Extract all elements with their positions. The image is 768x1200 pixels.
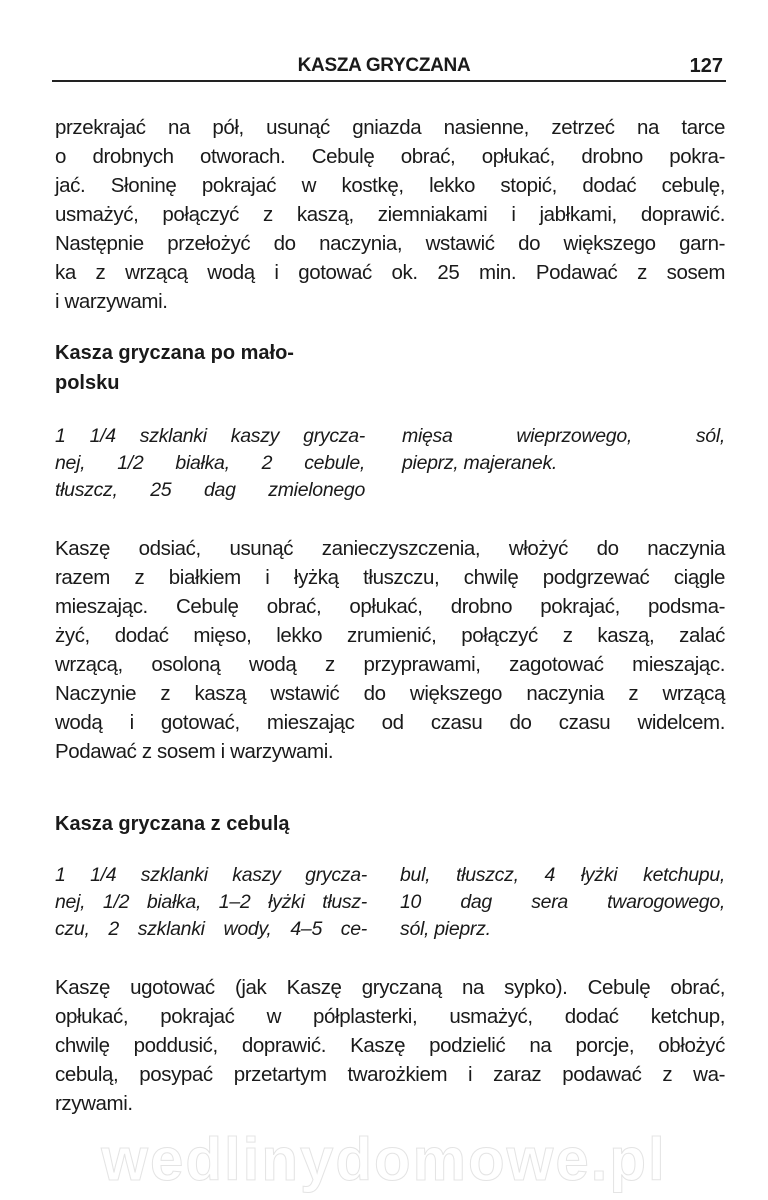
text-line: usmażyć, połączyć z kaszą, ziemniakami i jabłkami, doprawić.	[55, 203, 725, 226]
recipe-method	[55, 973, 725, 1118]
text-line: wodą i gotować, mieszając od czasu do czasu widelcem.	[55, 711, 725, 734]
recipe-title-line: polsku	[55, 372, 120, 394]
text-line: Naczynie z kaszą wstawić do większego naczynia z wrzącą	[55, 682, 725, 705]
recipe-title-line: Kasza gryczana po mało-	[55, 342, 294, 364]
text-line: jać. Słoninę pokrajać w kostkę, lekko stopić, dodać cebulę,	[55, 174, 725, 197]
text-line: chwilę poddusić, doprawić. Kaszę podzielić na porcje, obłożyć	[55, 1034, 725, 1057]
watermark: wedlinydomowe.pl	[101, 1126, 667, 1193]
recipe-title	[55, 338, 294, 398]
text-line: opłukać, pokrajać w półplasterki, usmażyć, dodać ketchup,	[55, 1005, 725, 1028]
ingredient-line: nej, 1/2 białka, 1–2 łyżki tłusz-	[55, 891, 367, 913]
header-rule	[52, 80, 726, 82]
ingredient-line: bul, tłuszcz, 4 łyżki ketchupu,	[400, 864, 725, 886]
intro-paragraph	[55, 113, 725, 316]
text-line: Podawać z sosem i warzywami.	[55, 740, 334, 763]
running-header-title: KASZA GRYCZANA	[297, 55, 471, 76]
text-line: Kaszę odsiać, usunąć zanieczyszczenia, włożyć do naczynia	[55, 537, 725, 560]
recipe-method	[55, 534, 725, 766]
ingredient-line: nej, 1/2 białka, 2 cebule,	[55, 452, 365, 474]
ingredient-line: sól, pieprz.	[400, 918, 491, 940]
ingredients-left	[55, 423, 365, 504]
ingredient-line: pieprz, majeranek.	[402, 452, 558, 474]
ingredients-left	[55, 862, 367, 943]
ingredients-right	[400, 862, 725, 943]
recipe-title-line: Kasza gryczana z cebulą	[55, 813, 290, 835]
recipe-title	[55, 809, 290, 839]
text-line: o drobnych otworach. Cebulę obrać, opłukać, drobno pokra-	[55, 145, 725, 168]
text-line: rzywami.	[55, 1092, 133, 1115]
page-number: 127	[689, 55, 723, 77]
ingredient-line: 1 1/4 szklanki kaszy grycza-	[55, 864, 367, 886]
text-line: żyć, dodać mięso, lekko zrumienić, połączyć z kaszą, zalać	[55, 624, 725, 647]
ingredient-line: tłuszcz, 25 dag zmielonego	[55, 479, 365, 501]
ingredients-right	[402, 423, 725, 477]
text-line: cebulą, posypać przetartym twarożkiem i zaraz podawać z wa-	[55, 1063, 725, 1086]
text-line: wrzącą, osoloną wodą z przyprawami, zagotować mieszając.	[55, 653, 725, 676]
text-line: przekrajać na pół, usunąć gniazda nasienne, zetrzeć na tarce	[55, 116, 725, 139]
ingredient-line: 10 dag sera twarogowego,	[400, 891, 725, 913]
ingredient-line: czu, 2 szklanki wody, 4–5 ce-	[55, 918, 367, 940]
text-line: razem z białkiem i łyżką tłuszczu, chwilę podgrzewać ciągle	[55, 566, 725, 589]
ingredient-line: mięsa wieprzowego, sól,	[402, 425, 725, 447]
text-line: mieszając. Cebulę obrać, opłukać, drobno pokrajać, podsma-	[55, 595, 725, 618]
text-line: Kaszę ugotować (jak Kaszę gryczaną na sypko). Cebulę obrać,	[55, 976, 725, 999]
ingredient-line: 1 1/4 szklanki kaszy grycza-	[55, 425, 365, 447]
text-line: i warzywami.	[55, 290, 168, 313]
text-line: ka z wrzącą wodą i gotować ok. 25 min. Podawać z sosem	[55, 261, 725, 284]
text-line: Następnie przełożyć do naczynia, wstawić do większego garn-	[55, 232, 725, 255]
